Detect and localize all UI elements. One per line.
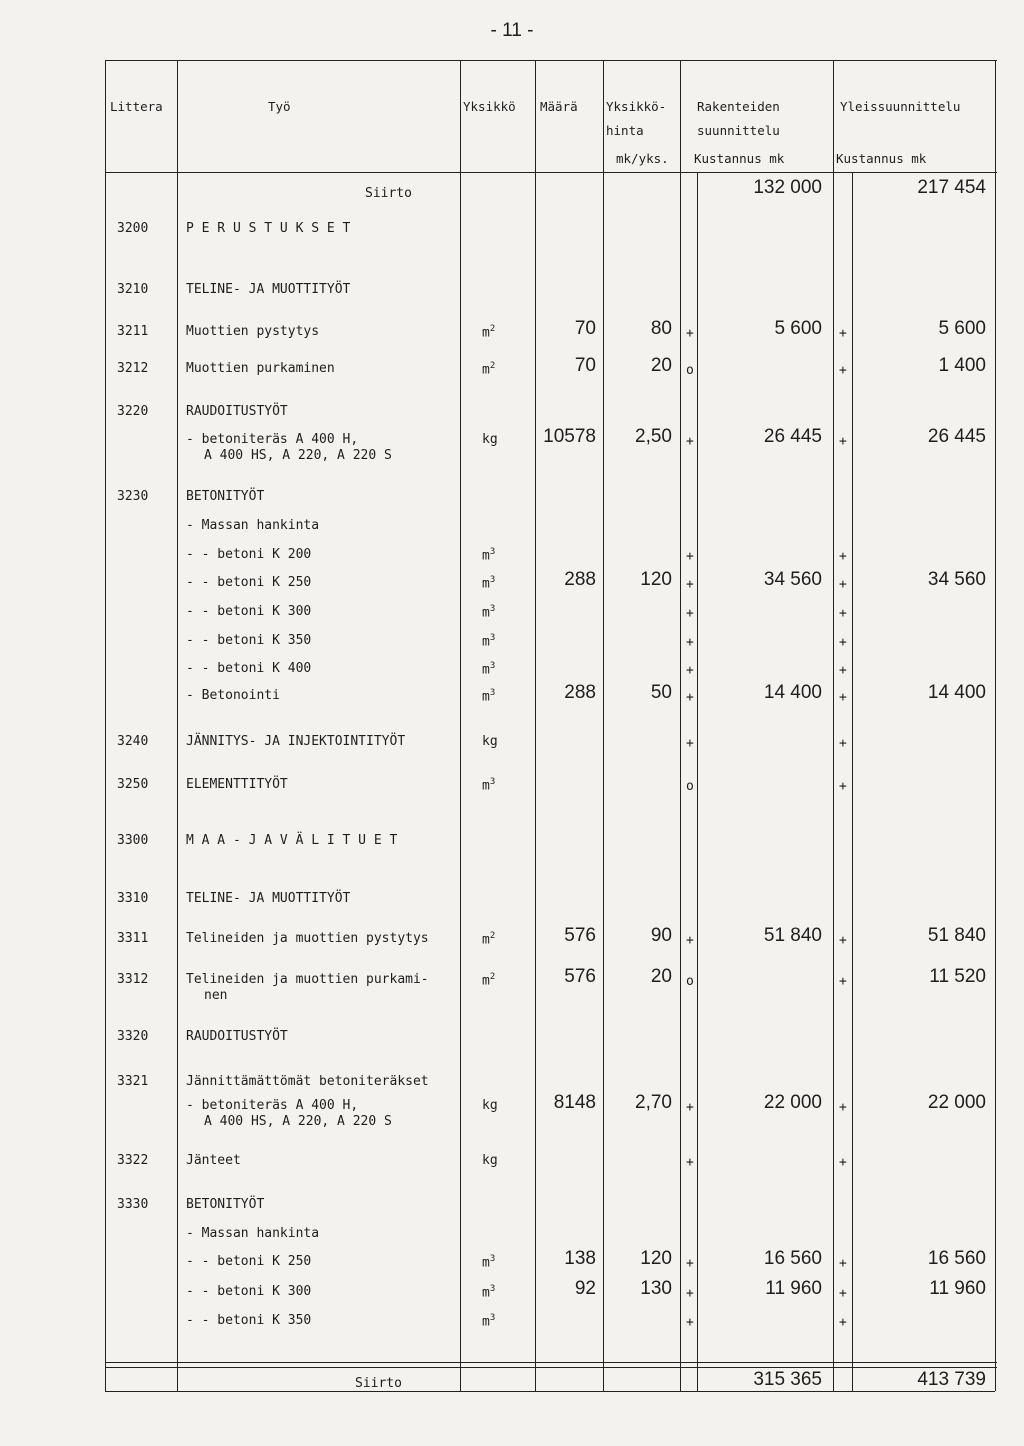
siirto-bottom-yleis: 413 739 [917,1369,986,1390]
row-rak-mark: o [686,974,694,989]
row-unit-exponent: 3 [489,604,496,614]
row-code: 3320 [117,1029,149,1044]
row-unit-price: 2,50 [635,426,672,447]
row-unit-price: 20 [650,966,672,987]
row-yleis-cost: 51 840 [927,925,986,946]
row-yleis-cost: 22 000 [927,1092,986,1113]
row-rak-mark: + [686,434,694,449]
header-yksikkohinta-3: mk/yks. [616,151,669,166]
row-quantity: 288 [564,569,596,590]
header-tyo: Työ [268,99,291,114]
col-divider-rak [680,60,681,1391]
row-unit-price: 80 [650,318,672,339]
row-description: - betoniteräs A 400 H, [186,1098,359,1113]
row-yleis-cost: 11 520 [929,966,986,987]
siirto-bottom-label: Siirto [355,1376,402,1391]
col-divider-yleis-mark [852,172,853,1391]
row-yleis-cost: 1 400 [938,355,986,376]
row-quantity: 8148 [553,1092,596,1113]
row-description: Jännittämättömät betoniteräkset [186,1074,429,1089]
row-description: Jänteet [186,1153,241,1168]
header-bottom-rule [105,172,997,173]
row-code: 3220 [117,404,149,419]
row-rak-mark: + [686,1256,694,1271]
row-description: ELEMENTTITYÖT [186,777,288,792]
row-unit-price: 50 [650,682,672,703]
row-unit: kg [482,432,498,447]
row-yleis-mark: + [839,434,847,449]
row-unit-exponent: 3 [489,661,496,671]
row-rak-mark: o [686,363,694,378]
row-unit-exponent: 2 [489,972,496,982]
row-yleis-mark: + [839,779,847,794]
row-description: - - betoni K 400 [186,661,312,676]
siirto-bottom-rak: 315 365 [753,1369,822,1390]
row-unit: $m^2$ [482,361,496,378]
row-unit-exponent: 3 [489,633,496,643]
row-unit-exponent: 3 [489,1254,496,1264]
col-divider-hinta [603,60,604,1391]
row-unit-exponent: 2 [489,361,496,371]
row-unit-exponent: 3 [489,1313,496,1323]
row-yleis-cost: 11 960 [929,1278,986,1299]
col-divider-right [995,60,996,1391]
row-description: RAUDOITUSTYÖT [186,1029,288,1044]
row-code: 3212 [117,361,149,376]
row-unit: $m^3$ [482,1313,496,1330]
row-description: - Massan hankinta [186,1226,320,1241]
row-rak-cost: 34 560 [763,569,822,590]
row-code: 3312 [117,972,149,987]
row-unit-price: 130 [640,1278,672,1299]
col-divider-yksikko [460,60,461,1391]
row-quantity: 288 [564,682,596,703]
row-unit-exponent: 3 [489,688,496,698]
row-rak-mark: + [686,577,694,592]
row-yleis-mark: + [839,1155,847,1170]
row-code: 3230 [117,489,149,504]
row-rak-mark: o [686,779,694,794]
row-rak-mark: + [686,606,694,621]
row-rak-mark: + [686,663,694,678]
row-yleis-mark: + [839,736,847,751]
row-quantity: 576 [564,966,596,987]
row-rak-cost: 14 400 [763,682,822,703]
row-description-cont: nen [204,988,228,1003]
row-unit-price: 120 [640,1248,672,1269]
col-divider-littera [105,60,106,1391]
row-unit-exponent: 3 [489,547,496,557]
row-description: - betoniteräs A 400 H, [186,432,359,447]
row-rak-mark: + [686,1315,694,1330]
row-rak-cost: 51 840 [763,925,822,946]
row-yleis-cost: 5 600 [938,318,986,339]
table-top-rule [105,60,997,61]
col-divider-maara [535,60,536,1391]
row-code: 3240 [117,734,149,749]
row-code: 3210 [117,282,149,297]
row-unit: kg [482,734,498,749]
row-yleis-mark: + [839,363,847,378]
row-yleis-cost: 16 560 [927,1248,986,1269]
row-rak-mark: + [686,326,694,341]
row-unit: $m^3$ [482,688,496,705]
row-description-cont: A 400 HS, A 220, A 220 S [204,448,392,463]
footer-top-rule [105,1362,997,1363]
header-rak-2: suunnittelu [697,123,780,138]
row-rak-cost: 16 560 [763,1248,822,1269]
row-code: 3322 [117,1153,149,1168]
row-unit: $m^3$ [482,777,496,794]
row-unit-exponent: 2 [489,324,496,334]
row-rak-cost: 26 445 [763,426,822,447]
row-rak-mark: + [686,1286,694,1301]
row-yleis-mark: + [839,1315,847,1330]
row-description: - - betoni K 250 [186,1254,312,1269]
col-divider-tyo [177,60,178,1391]
row-quantity: 70 [574,355,596,376]
row-description: JÄNNITYS- JA INJEKTOINTITYÖT [186,734,406,749]
row-yleis-cost: 14 400 [927,682,986,703]
row-description: - - betoni K 300 [186,604,312,619]
row-unit-price: 120 [640,569,672,590]
row-quantity: 138 [564,1248,596,1269]
row-unit: $m^3$ [482,1254,496,1271]
header-maara: Määrä [540,99,578,114]
row-code: 3300 [117,833,149,848]
row-unit: $m^3$ [482,1284,496,1301]
header-rak-1: Rakenteiden [697,99,780,114]
header-yleis-1: Yleissuunnittelu [840,99,961,114]
row-description: TELINE- JA MUOTTITYÖT [186,891,351,906]
header-yksikkohinta-1: Yksikkö- [606,99,667,114]
row-description: TELINE- JA MUOTTITYÖT [186,282,351,297]
row-quantity: 10578 [543,426,596,447]
header-yleis-2: Kustannus mk [836,151,927,166]
row-yleis-mark: + [839,1100,847,1115]
siirto-top-yleis: 217 454 [917,177,986,198]
row-yleis-cost: 26 445 [927,426,986,447]
row-quantity: 92 [574,1278,596,1299]
header-yksikko: Yksikkö [463,99,516,114]
row-yleis-mark: + [839,663,847,678]
row-rak-mark: + [686,690,694,705]
row-description: Muottien purkaminen [186,361,335,376]
table-bottom-rule-visible [105,1391,995,1392]
row-yleis-mark: + [839,1256,847,1271]
row-quantity: 70 [574,318,596,339]
row-rak-mark: + [686,1100,694,1115]
row-description: BETONITYÖT [186,489,265,504]
header-littera: Littera [110,99,163,114]
row-yleis-mark: + [839,606,847,621]
col-divider-yleis [833,60,834,1391]
row-unit-exponent: 3 [489,777,496,787]
col-divider-rak-mark [697,172,698,1391]
row-description: RAUDOITUSTYÖT [186,404,288,419]
row-unit: kg [482,1153,498,1168]
row-rak-cost: 11 960 [765,1278,822,1299]
row-yleis-mark: + [839,577,847,592]
row-code: 3200 [117,221,149,236]
row-unit: kg [482,1098,498,1113]
row-rak-mark: + [686,933,694,948]
row-unit-exponent: 2 [489,931,496,941]
row-rak-cost: 22 000 [763,1092,822,1113]
row-description-cont: A 400 HS, A 220, A 220 S [204,1114,392,1129]
row-unit: $m^3$ [482,661,496,678]
row-description: Telineiden ja muottien pystytys [186,931,429,946]
row-description: - - betoni K 350 [186,633,312,648]
row-description: Muottien pystytys [186,324,320,339]
row-unit: $m^2$ [482,931,496,948]
row-unit: $m^2$ [482,324,496,341]
row-unit: $m^3$ [482,604,496,621]
row-description: - - betoni K 250 [186,575,312,590]
siirto-top-rak: 132 000 [753,177,822,198]
row-yleis-mark: + [839,326,847,341]
row-description: BETONITYÖT [186,1197,265,1212]
row-rak-mark: + [686,549,694,564]
row-unit-price: 20 [650,355,672,376]
row-rak-mark: + [686,635,694,650]
row-yleis-cost: 34 560 [927,569,986,590]
footer-mid-rule [105,1367,997,1368]
row-unit: $m^3$ [482,547,496,564]
row-description: - - betoni K 200 [186,547,312,562]
row-description: - Massan hankinta [186,518,320,533]
row-yleis-mark: + [839,974,847,989]
row-description: P E R U S T U K S E T [186,221,351,236]
row-code: 3250 [117,777,149,792]
row-unit: $m^2$ [482,972,496,989]
row-description: Telineiden ja muottien purkami- [186,972,429,987]
row-unit-exponent: 3 [489,575,496,585]
row-code: 3321 [117,1074,149,1089]
row-rak-mark: + [686,736,694,751]
row-unit-price: 2,70 [635,1092,672,1113]
row-rak-mark: + [686,1155,694,1170]
siirto-top-label: Siirto [365,186,412,201]
page-number: - 11 - [490,20,534,41]
row-code: 3311 [117,931,149,946]
row-description: M A A - J A V Ä L I T U E T [186,833,398,848]
row-unit-price: 90 [650,925,672,946]
row-yleis-mark: + [839,690,847,705]
row-code: 3310 [117,891,149,906]
row-yleis-mark: + [839,933,847,948]
row-description: - - betoni K 350 [186,1313,312,1328]
row-yleis-mark: + [839,549,847,564]
row-unit: $m^3$ [482,633,496,650]
row-unit-exponent: 3 [489,1284,496,1294]
header-rak-3: Kustannus mk [694,151,785,166]
row-quantity: 576 [564,925,596,946]
row-unit: $m^3$ [482,575,496,592]
row-code: 3330 [117,1197,149,1212]
row-yleis-mark: + [839,635,847,650]
header-yksikkohinta-2: hinta [606,123,644,138]
row-description: - - betoni K 300 [186,1284,312,1299]
row-yleis-mark: + [839,1286,847,1301]
row-description: - Betonointi [186,688,280,703]
row-code: 3211 [117,324,149,339]
row-rak-cost: 5 600 [774,318,822,339]
